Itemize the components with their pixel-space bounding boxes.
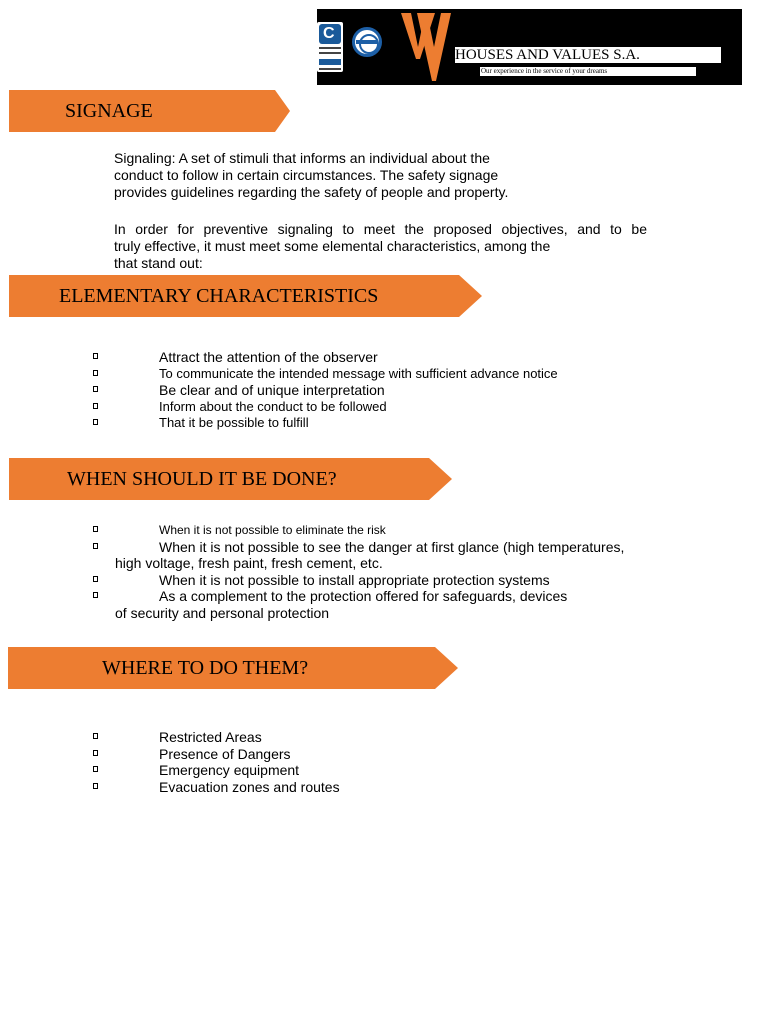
list-item: That it be possible to fulfill — [93, 415, 673, 432]
company-tagline: Our experience in the service of your dreams — [480, 67, 696, 76]
signage-definition-paragraph — [114, 150, 654, 201]
signage-objectives-paragraph — [114, 221, 647, 272]
list-item: Emergency equipment — [93, 762, 673, 779]
list-item: When it is not possible to install appropriate protection systems — [93, 572, 673, 589]
quality-seal-icon — [352, 27, 382, 57]
checkbox-bullet-icon — [93, 526, 98, 532]
list-item: Inform about the conduct to be followed — [93, 399, 673, 416]
certification-badge-icon: C — [317, 22, 343, 72]
checkbox-bullet-icon — [93, 419, 98, 425]
list-item: When it is not possible to see the danger at first glance (high temperatures, high voltage, fresh paint, fresh cement, etc. — [93, 539, 673, 572]
company-name: HOUSES AND VALUES S.A. — [455, 47, 721, 63]
checkbox-bullet-icon — [93, 353, 98, 359]
list-item: Restricted Areas — [93, 729, 673, 746]
section-banner-signage — [9, 90, 290, 132]
section-banner-when — [9, 458, 452, 500]
checkbox-bullet-icon — [93, 592, 98, 598]
text-line: truly effective, it must meet some elemental characteristics, among the — [114, 238, 551, 254]
checkbox-bullet-icon — [93, 766, 98, 772]
checkbox-bullet-icon — [93, 576, 98, 582]
list-item: Evacuation zones and routes — [93, 779, 673, 796]
section-title: ELEMENTARY CHARACTERISTICS — [59, 284, 379, 307]
checkbox-bullet-icon — [93, 403, 98, 409]
where-list — [93, 729, 673, 795]
section-title: WHEN SHOULD IT BE DONE? — [67, 467, 337, 490]
list-item: Be clear and of unique interpretation — [93, 382, 673, 399]
section-banner-elementary-characteristics — [9, 275, 482, 317]
list-item: Attract the attention of the observer — [93, 349, 673, 366]
checkbox-bullet-icon — [93, 386, 98, 392]
when-list — [93, 522, 673, 621]
list-item: When it is not possible to eliminate the risk — [93, 522, 673, 539]
checkbox-bullet-icon — [93, 370, 98, 376]
text-line: that stand out: — [114, 255, 203, 271]
list-item: Presence of Dangers — [93, 746, 673, 763]
checkbox-bullet-icon — [93, 750, 98, 756]
section-title: WHERE TO DO THEM? — [102, 656, 309, 679]
company-logo-icon — [400, 11, 454, 83]
checkbox-bullet-icon — [93, 733, 98, 739]
section-title: SIGNAGE — [65, 99, 153, 122]
text-line: conduct to follow in certain circumstances. The safety signage — [114, 167, 499, 183]
list-item: As a complement to the protection offered for safeguards, devices of security and personal protection — [93, 588, 673, 621]
checkbox-bullet-icon — [93, 783, 98, 789]
list-item: To communicate the intended message with sufficient advance notice — [93, 366, 673, 383]
section-banner-where — [8, 647, 458, 689]
text-line: Signaling: A set of stimuli that informs an individual about the — [114, 150, 490, 166]
text-line: provides guidelines regarding the safety of people and property. — [114, 184, 509, 200]
text-line: In order for preventive signaling to meet the proposed objectives, and to be — [114, 221, 647, 237]
checkbox-bullet-icon — [93, 543, 98, 549]
elementary-characteristics-list — [93, 349, 673, 432]
